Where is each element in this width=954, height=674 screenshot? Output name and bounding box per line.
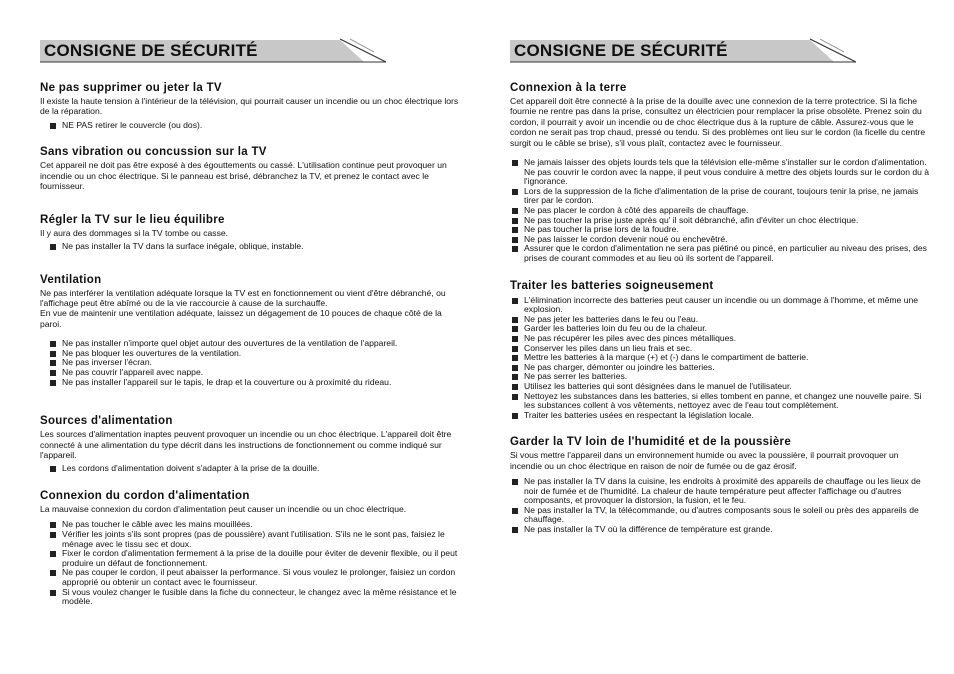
list-item: Ne pas installer la TV dans la surface inégale, oblique, instable. (40, 242, 460, 252)
section-body: Ne pas interférer la ventilation adéquate lorsque la TV est en fonctionnement ou vient d'être débranché, ou l'affichage peut être abîmé ou de la vie raccourcie à cause de la surchauffe. (40, 287, 446, 309)
section-heading: Sans vibration ou concussion sur la TV (40, 146, 267, 159)
list-item: Ne pas inverser l'écran. (40, 358, 460, 368)
list-item: Ne pas installer la TV où la différence de température est grande. (510, 525, 930, 535)
bullet-square-icon (50, 532, 56, 538)
section-heading: Régler la TV sur le lieu équilibre (40, 213, 225, 226)
section-body: Cet appareil ne doit pas être exposé à des égouttements ou cassé. L'utilisation continue peut provoquer un incendie ou un choc électrique. Si le panneau est brisé, débranchez la TV, et prenez le contact avec le fournisseur. (40, 160, 447, 192)
list-item: Si vous voulez changer le fusible dans la fiche du connecteur, le changez avec la même résistance et le modèle. (40, 588, 460, 607)
bullet-square-icon (512, 355, 518, 361)
bullet-square-icon (512, 317, 518, 323)
section-heading: Connexion à la terre (510, 82, 627, 94)
list-item: Garder les batteries loin du feu ou de la chaleur. (510, 324, 930, 334)
list-item: NE PAS retirer le couvercle (ou dos). (40, 121, 460, 131)
list-item: Ne pas laisser le cordon devenir noué ou enchevêtré. (510, 235, 930, 245)
list-item: Conserver les piles dans un lieu frais et sec. (510, 344, 930, 354)
list-item: Ne pas installer n'importe quel objet autour des ouvertures de la ventilation de l'appareil. (40, 339, 460, 349)
bullet-square-icon (50, 123, 56, 129)
section-body: Il existe la haute tension à l'intérieur de la télévision, qui pourrait causer un incendie ou un choc électrique lors de la réparation. (40, 96, 459, 117)
bullet-square-icon (50, 551, 56, 557)
bullet-square-icon (512, 479, 518, 485)
bullet-square-icon (512, 227, 518, 233)
bullet-square-icon (50, 522, 56, 528)
bullet-square-icon (512, 374, 518, 380)
list-item: Ne pas installer l'appareil sur le tapis, le drap et la couverture ou à proximité du rideau. (40, 378, 460, 388)
bullet-square-icon (50, 370, 56, 376)
section-heading: Ne pas supprimer ou jeter la TV (40, 82, 222, 94)
list-item: Ne pas bloquer les ouvertures de la ventilation. (40, 349, 460, 359)
section-grounding (510, 82, 930, 264)
bullet-square-icon (512, 189, 518, 195)
list-item: Les cordons d'alimentation doivent s'adapter à la prise de la douille. (40, 464, 460, 474)
section-body: Cet appareil doit être connecté à la prise de la douille avec une connexion de la terre protectrice. Si la fiche fournie ne rentre pas dans la prise, consultez un électricien pour remplacer la prise obsolète. Prenez soin du cordon, il pourrait y avoir un incendie ou de choc électrique dus à la rupture de câble. Assurez-vous que le cordon ne serait pas trop chaud, pressé ou tendu. Si des problèmes ont lieu sur le cordon (la ficelle du centre surgit ou le câble se brise), s'il vous plaît, contactez avec le fournisseur. (510, 96, 926, 148)
bullet-square-icon (512, 218, 518, 224)
bullet-square-icon (512, 326, 518, 332)
banner-title: CONSIGNE DE SÉCURITÉ (514, 41, 728, 60)
list-item: Traiter les batteries usées en respectant la législation locale. (510, 411, 930, 421)
list-item: Ne jamais laisser des objets lourds tels que la télévision elle-même s'installer sur le cordon d'alimentation. Ne pas couvrir le cordon avec la nappe, il peut vous conduire à mettre des objets lourds sur le cordon du à l'ignorance. (510, 158, 930, 187)
bullet-square-icon (512, 298, 518, 304)
section-body: En vue de maintenir une ventilation adéquate, laissez un dégagement de 10 pouces de chaque côté de la paroi. (40, 308, 442, 329)
bullet-square-icon (512, 527, 518, 533)
section-body: La mauvaise connexion du cordon d'alimentation peut causer un incendie ou un choc électrique. (40, 504, 407, 515)
bullet-square-icon (512, 394, 518, 400)
list-item: Ne pas couper le cordon, il peut abaisser la performance. Si vous voulez le prolonger, faisiez un cordon approprié ou obtenir un contact avec le fournisseur. (40, 568, 460, 587)
section-power-cord (40, 490, 460, 607)
list-item: Ne pas toucher la prise lors de la foudre. (510, 225, 930, 235)
bullet-square-icon (50, 360, 56, 366)
list-item: Vérifier les joints s'ils sont propres (pas de poussière) avant l'utilisation. S'ils ne le sont pas, faisiez le ménage avec le tissu sec et doux. (40, 530, 460, 549)
list-item: Utilisez les batteries qui sont désignées dans le manuel de l'utilisateur. (510, 382, 930, 392)
list-item: Lors de la suppression de la fiche d'alimentation de la prise de courant, toujours tenir la prise, ne jamais tirer par le cordon. (510, 187, 930, 206)
list-item: Assurer que le cordon d'alimentation ne sera pas piétiné ou pincé, en particulier au niveau des prises, des prises de courant commodes et au lieu où ils sortent de l'appareil. (510, 244, 930, 263)
list-item: Ne pas installer la TV dans la cuisine, les endroits à proximité des appareils de chauffage ou les lieux de noir de fumée et de l'humidité. La chaleur de haute température peut affecter l'affichage ou d'autres composants, et provoquer la distorsion, la fusion, et le feu. (510, 477, 930, 506)
list-item: Ne pas installer la TV, la télécommande, ou d'autres composants sous le soleil ou près des appareils de chauffage. (510, 506, 930, 525)
section-balance (40, 214, 460, 252)
bullet-square-icon (512, 413, 518, 419)
section-banner (510, 38, 856, 64)
section-heading: Garder la TV loin de l'humidité et de la poussière (510, 436, 792, 449)
bullet-square-icon (512, 246, 518, 252)
section-heading: Traiter les batteries soigneusement (510, 279, 714, 292)
bullet-square-icon (512, 208, 518, 214)
list-item: Ne pas charger, démonter ou joindre les batteries. (510, 363, 930, 373)
list-item: Ne pas toucher le câble avec les mains mouillées. (40, 520, 460, 530)
bullet-square-icon (50, 380, 56, 386)
section-heading: Ventilation (40, 273, 102, 286)
bullet-square-icon (512, 508, 518, 514)
list-item: Ne pas toucher la prise juste après qu' il soit débranché, afin d'éviter un choc électrique. (510, 216, 930, 226)
list-item: Ne pas placer le cordon à côté des appareils de chauffage. (510, 206, 930, 216)
section-humidity-dust (510, 436, 930, 534)
section-batteries (510, 280, 930, 421)
list-item: Nettoyez les substances dans les batteries, si elles tombent en panne, et changez une nouvelle paire. Si les substances collent à vos vêtements, nettoyez avec de l'eau tout complètement. (510, 392, 930, 411)
list-item: Ne pas serrer les batteries. (510, 372, 930, 382)
section-heading: Sources d'alimentation (40, 415, 173, 428)
bullet-square-icon (50, 590, 56, 596)
list-item: Fixer le cordon d'alimentation fermement à la prise de la douille pour éviter de devenir flexible, ou il peut produire un défaut de fonctionnement. (40, 549, 460, 568)
bullet-square-icon (512, 237, 518, 243)
section-banner (40, 38, 386, 64)
bullet-square-icon (50, 351, 56, 357)
right-page (510, 38, 930, 545)
bullet-square-icon (50, 570, 56, 576)
section-body: Si vous mettre l'appareil dans un environnement humide ou avec la poussière, il pourrait provoquer un incendie ou un choc électrique en raison de noir de fumée ou de gaz érosif. (510, 450, 899, 471)
list-item: Ne pas récupérer les piles avec des pinces métalliques. (510, 334, 930, 344)
bullet-square-icon (512, 336, 518, 342)
section-heading: Connexion du cordon d'alimentation (40, 490, 250, 503)
section-body: Les sources d'alimentation inaptes peuvent provoquer un incendie ou un choc électrique. L'appareil doit être connecté à une alimentation du type décrit dans les instructions de fonctionnement ou comme indiqué sur l'appareil. (40, 429, 452, 461)
section-power-sources (40, 415, 460, 474)
bullet-square-icon (512, 160, 518, 166)
list-item: Ne pas couvrir l'appareil avec nappe. (40, 368, 460, 378)
list-item: L'élimination incorrecte des batteries peut causer un incendie ou un dommage à l'homme, et même une explosion. (510, 296, 930, 315)
bullet-square-icon (50, 244, 56, 250)
bullet-square-icon (50, 341, 56, 347)
section-ventilation (40, 274, 460, 388)
section-no-remove (40, 82, 460, 130)
bullet-square-icon (512, 384, 518, 390)
list-item: Mettre les batteries à la marque (+) et (-) dans le compartiment de batterie. (510, 353, 930, 363)
bullet-square-icon (50, 466, 56, 472)
section-no-vibration (40, 146, 460, 191)
section-body: Il y aura des dommages si la TV tombe ou casse. (40, 227, 229, 238)
list-item: Ne pas jeter les batteries dans le feu ou l'eau. (510, 315, 930, 325)
banner-title: CONSIGNE DE SÉCURITÉ (44, 41, 258, 60)
bullet-square-icon (512, 346, 518, 352)
left-page (40, 38, 460, 617)
bullet-square-icon (512, 365, 518, 371)
